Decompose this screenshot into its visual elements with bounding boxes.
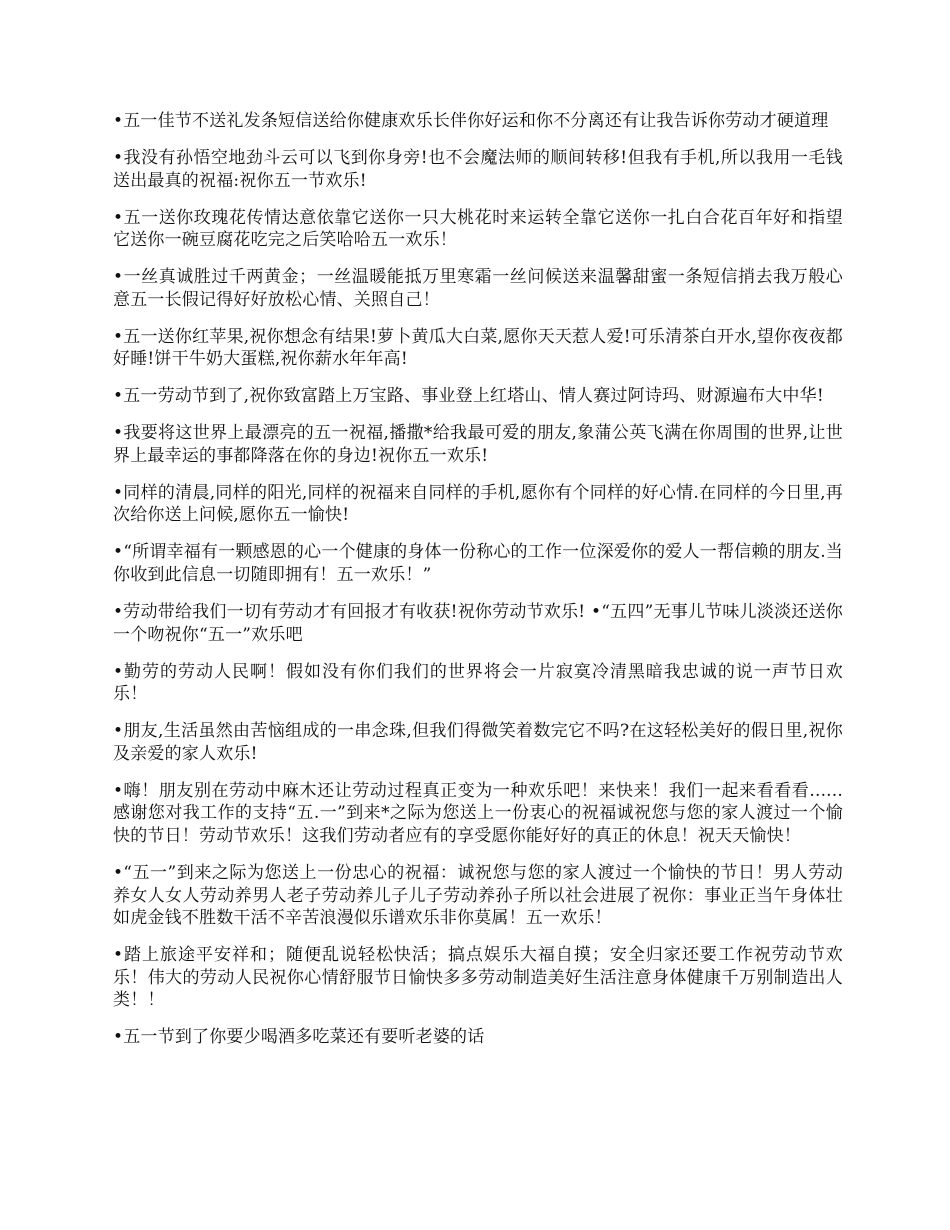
list-item: •勤劳的劳动人民啊！假如没有你们我们的世界将会一片寂寞冷清黑暗我忠诚的说一声节日欢乐！ xyxy=(113,661,843,705)
list-item: •五一劳动节到了,祝你致富踏上万宝路、事业登上红塔山、情人赛过阿诗玛、财源遍布大中华! xyxy=(113,386,824,407)
document-body xyxy=(113,110,843,1063)
list-item: •五一佳节不送礼发条短信送给你健康欢乐长伴你好运和你不分离还有让我告诉你劳动才硬道理 xyxy=(113,111,829,131)
list-item: •劳动带给我们一切有劳动才有回报才有收获!祝你劳动节欢乐! •“五四”无事儿节味儿淡淡还送你一个吻祝你“五一”欢乐吧 xyxy=(113,602,843,645)
list-item: •朋友,生活虽然由苦恼组成的一串念珠,但我们得微笑着数完它不吗?在这轻松美好的假日里,祝你及亲爱的家人欢乐! xyxy=(113,721,843,764)
list-item: •同样的清晨,同样的阳光,同样的祝福来自同样的手机,愿你有个同样的好心情.在同样的今日里,再次给你送上问候,愿你五一愉快! xyxy=(113,482,843,526)
list-item: •五一送你玫瑰花传情达意依靠它送你一只大桃花时来运转全靠它送你一扎白合花百年好和指望它送你一碗豆腐花吃完之后笑哈哈五一欢乐！ xyxy=(113,207,843,251)
list-item: •踏上旅途平安祥和；随便乱说轻松快活；搞点娱乐大福自摸；安全归家还要工作祝劳动节欢乐！伟大的劳动人民祝你心情舒服节日愉快多多劳动制造美好生活注意身体健康千万别制造出人类！！ xyxy=(113,945,843,1011)
list-item: •“所谓幸福有一颗感恩的心一个健康的身体一份称心的工作一位深爱你的爱人一帮信赖的朋友.当你收到此信息一切随即拥有！五一欢乐！” xyxy=(113,542,843,586)
list-item: •五一送你红苹果,祝你想念有结果!萝卜黄瓜大白菜,愿你天天惹人爱!可乐清茶白开水,望你夜夜都好睡!饼干牛奶大蛋糕,祝你薪水年年高! xyxy=(113,326,843,370)
list-item: •一丝真诚胜过千两黄金；一丝温暖能抵万里寒霜一丝问候送来温馨甜蜜一条短信捎去我万般心意五一长假记得好好放松心情、关照自己！ xyxy=(113,267,843,310)
list-item: •五一节到了你要少喝酒多吃菜还有要听老婆的话 xyxy=(113,1027,485,1048)
list-item: •我要将这世界上最漂亮的五一祝福,播撒*给我最可爱的朋友,象蒲公英飞满在你周围的世界,让世界上最幸运的事都降落在你的身边!祝你五一欢乐! xyxy=(113,423,843,466)
list-item: •“五一”到来之际为您送上一份忠心的祝福：诚祝您与您的家人渡过一个愉快的节日！男人劳动养女人女人劳动养男人老子劳动养儿子儿子劳动养孙子所以社会进展了祝你：事业正当午身体壮如虎金钱不胜数干活不辛苦浪漫似乐谱欢乐非你莫属！五一欢乐！ xyxy=(113,862,843,929)
list-item: •嗨！朋友别在劳动中麻木还让劳动过程真正变为一种欢乐吧！来快来！我们一起来看看看......感谢您对我工作的支持“五.一”到来*之际为您送上一份衷心的祝福诚祝您与您的家人渡过一个愉快的节日！劳动节欢乐！这我们劳动者应有的享受愿你能好好的真正的休息！祝天天愉快！ xyxy=(113,780,843,846)
list-item: •我没有孙悟空地劲斗云可以飞到你身旁!也不会魔法师的顺间转移!但我有手机,所以我用一毛钱送出最真的祝福:祝你五一节欢乐! xyxy=(113,147,843,191)
